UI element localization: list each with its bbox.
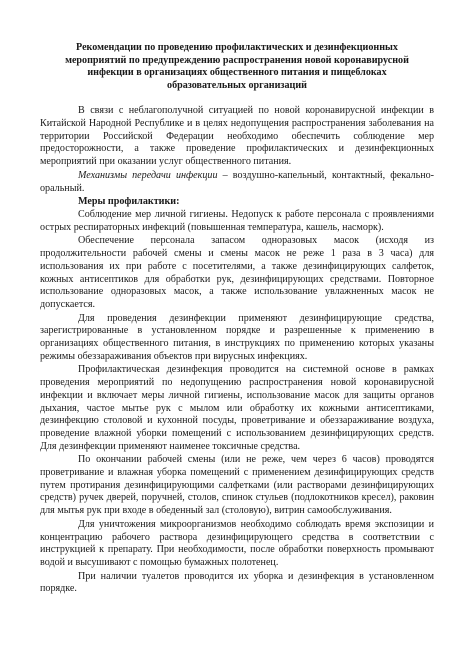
title-line: мероприятий по предупреждению распространения новой коронавирусной	[65, 54, 409, 66]
document-title	[40, 42, 434, 92]
body-paragraph: Для проведения дезинфекции применяют дезинфицирующие средства, зарегистрированные в установленном порядке и разрешенные к применению в организациях общественного питания, в инструкциях по применению которых указаны режимы обеззараживания объектов при вирусных инфекциях.	[40, 312, 434, 362]
title-line: образовательных организаций	[167, 79, 307, 91]
transmission-paragraph	[40, 170, 434, 195]
title-line: Рекомендации по проведению профилактических и дезинфекционных	[76, 42, 398, 53]
transmission-label: Механизмы передачи инфекции	[78, 169, 218, 181]
prevention-heading: Меры профилактики:	[78, 196, 180, 208]
body-paragraph: По окончании рабочей смены (или не реже, чем через 6 часов) проводятся проветривание и влажная уборка помещений с применением дезинфицирующих средств путем протирания дезинфицирующими салфетками (или растворами дезинфицирующих средств) ручек дверей, поручней, столов, спинок стульев (подлокотников кресел), раковин для мытья рук при входе в обеденный зал (столовую), витрин самообслуживания.	[40, 454, 434, 517]
title-line: инфекции в организациях общественного питания и пищеблоках	[87, 67, 387, 79]
body-paragraph: Профилактическая дезинфекция проводится на системной основе в рамках проведения мероприятий по недопущению распространения новой коронавирусной инфекции и включает меры личной гигиены, использование масок для защиты органов дыхания, частое мытье рук с мылом или обработку их кожными антисептиками, дезинфекцию столовой и кухонной посуды, проветривание и обеззараживание воздуха, проведение влажной уборки помещений с использованием дезинфицирующих средств. Для дезинфекции применяют наименее токсичные средства.	[40, 364, 434, 452]
body-paragraph: Обеспечение персонала запасом одноразовых масок (исходя из продолжительности рабочей смены и смены масок не реже 1 раза в 3 часа) для использования их при работе с посетителями, а также дезинфицирующих салфеток, кожных антисептиков для обработки рук, дезинфицирующих средствами. Повторное использование одноразовых масок, а также использование увлажненных масок не допускается.	[40, 235, 434, 310]
body-paragraph: Соблюдение мер личной гигиены. Недопуск к работе персонала с проявлениями острых респираторных инфекций (повышенная температура, кашель, насморк).	[40, 209, 434, 233]
transmission-text: – воздушно-капельный, контактный, фекально-оральный.	[40, 169, 434, 194]
body-paragraph: Для уничтожения микроорганизмов необходимо соблюдать время экспозиции и концентрацию рабочего раствора дезинфицирующего средства в соответствии с инструкцией к препарату. При необходимости, после обработки поверхность промывают водой и высушивают с помощью бумажных полотенец.	[40, 518, 434, 568]
body-paragraph: При наличии туалетов проводится их уборка и дезинфекция в установленном порядке.	[40, 570, 434, 595]
intro-paragraph: В связи с неблагополучной ситуацией по новой коронавирусной инфекции в Китайской Народной Республике и в целях недопущения распространения заболевания на территории Российской Федерации необходимо обеспечить соблюдение мер предосторожности, а также проведение профилактических и дезинфекционных мероприятий при оказании услуг общественного питания.	[40, 105, 434, 168]
